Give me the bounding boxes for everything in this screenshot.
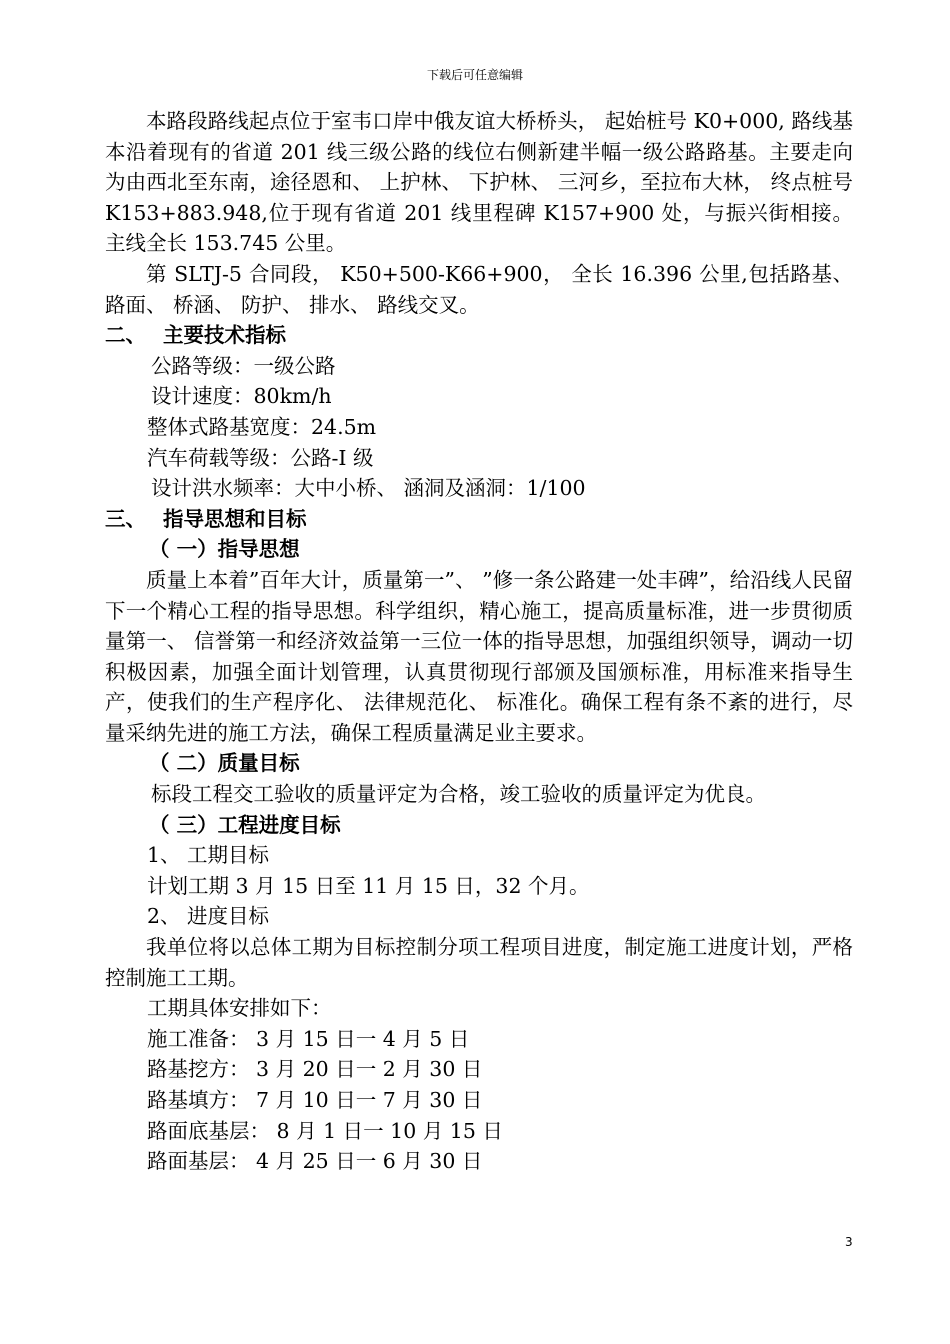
spec-item: 设计洪水频率：大中小桥、 涵洞及涵洞：1/100 [151,476,586,501]
spec-item: 设计速度：80km/h [151,384,332,409]
schedule-item: 施工准备： 3 月 15 日一 4 月 5 日 [147,1026,470,1051]
subsection-2-title: （ 二）质量目标 [149,751,300,776]
subsection-3-title: （ 三）工程进度目标 [149,812,341,837]
schedule-item: 路基填方： 7 月 10 日一 7 月 30 日 [147,1088,483,1112]
subsection-2-text: 标段工程交工验收的质量评定为合格，竣工验收的质量评定为优良。 [151,782,766,807]
section-2-heading [105,320,853,351]
schedule-item: 路面底基层： 8 月 1 日一 10 月 15 日 [147,1118,503,1143]
schedule-item: 路基挖方： 3 月 20 日一 2 月 30 日 [147,1057,483,1082]
section-2-number: 二、 [105,323,146,348]
item-2-title: 2、 进度目标 [147,904,270,929]
page-number: 3 [845,1235,853,1249]
section-3-heading [105,504,853,535]
spec-item: 整体式路基宽度：24.5m [147,414,377,439]
section-3-title: 指导思想和目标 [163,506,307,531]
section-2-title: 主要技术指标 [163,323,286,348]
item-1-title: 1、 工期目标 [147,843,270,868]
item-2-text: 我单位将以总体工期为目标控制分项工程项目进度，制定施工进度计划，严格控制施工工期。 [105,935,853,990]
subsection-1-text: 质量上本着”百年大计，质量第一”、 ”修一条公路建一处丰碑”，给沿线人民留下一个精心工程的指导思想。科学组织，精心施工，提高质量标准，进一步贯彻质量第一、 信誉第一和经济效益第一三位一体的指导思想，加强组织领导，调动一切积极因素，加强全面计划管理，认真贯彻现行部颁及国颁标准，用标准来指导生产，使我们的生产程序化、 法律规范化、 标准化。确保工程有条不紊的进行，尽量采纳先进的施工方法，确保工程质量满足业主要求。 [105,567,853,745]
spec-item: 汽车荷载等级：公路-I 级 [147,445,374,470]
schedule-intro: 工期具体安排如下： [147,996,332,1021]
item-1-text: 计划工期 3 月 15 日至 11 月 15 日，32 个月。 [147,873,590,898]
section-3-number: 三、 [105,506,146,531]
page-header: 下载后可任意编辑 [426,68,523,82]
intro-paragraph-2: 第 SLTJ-5 合同段， K50+500-K66+900， 全长 16.396 公里,包括路基、 路面、 桥涵、 防护、 排水、 路线交叉。 [105,261,853,317]
intro-paragraph-1: 本路段路线起点位于室韦口岸中俄友谊大桥桥头， 起始桩号 K0+000, 路线基本沿着现有的省道 201 线三级公路的线位右侧新建半幅一级公路路基。主要走向为由西北至东南，途径恩和、 上护林、 下护林、 三河乡，至拉布大林， 终点桩号 K153+883.948,位于现有省道 201 线里程碑 K157+900 处，与振兴街相接。主线全长 153.745 公里。 [105,109,853,256]
subsection-1-title: （ 一）指导思想 [149,537,300,562]
schedule-item: 路面基层： 4 月 25 日一 6 月 30 日 [147,1149,483,1174]
spec-item: 公路等级：一级公路 [151,353,336,378]
document-body [105,106,853,1177]
